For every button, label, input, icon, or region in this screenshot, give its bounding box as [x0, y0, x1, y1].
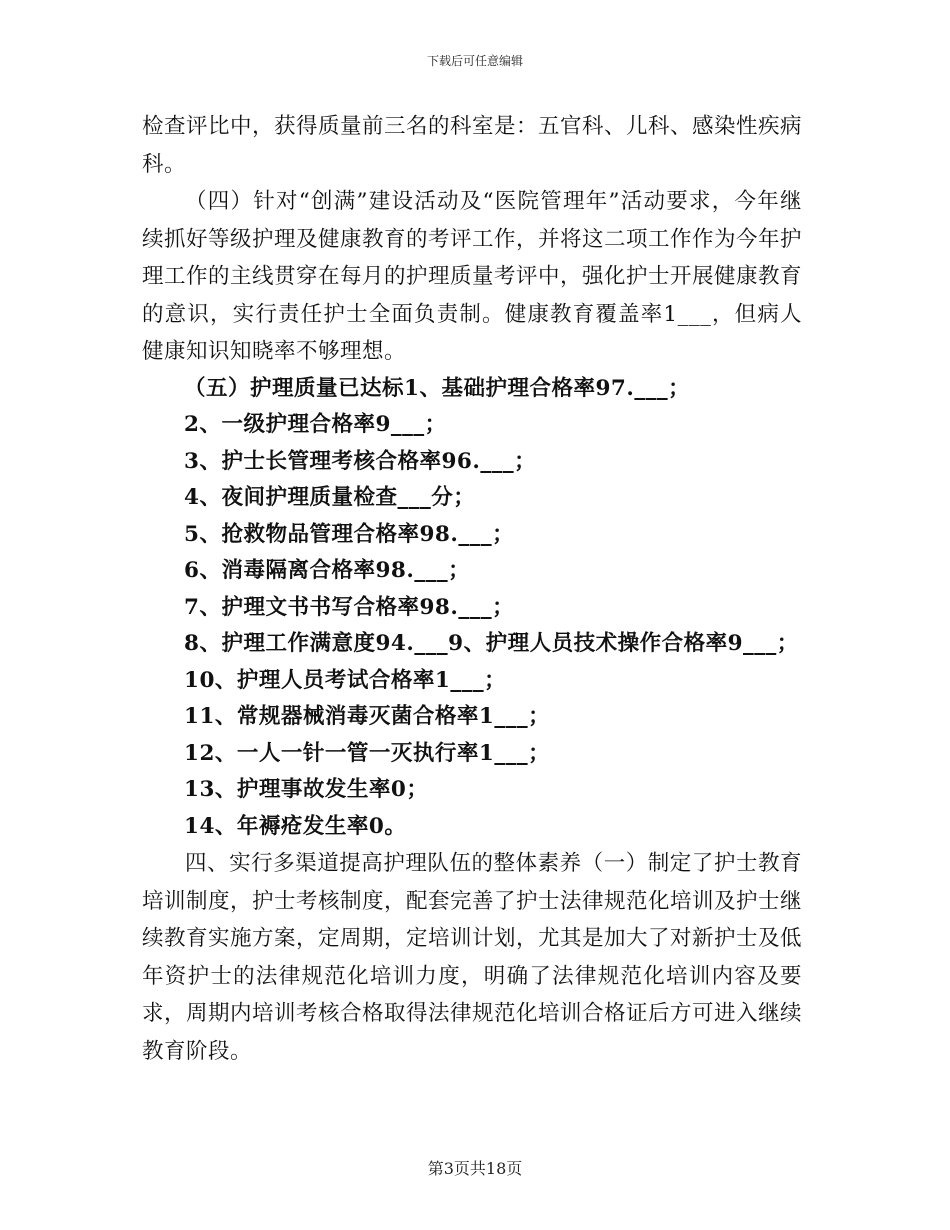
document-body	[142, 108, 802, 1070]
list-item: 4、夜间护理质量检查___分；	[184, 485, 476, 510]
list-item: 2、一级护理合格率9___；	[184, 412, 447, 437]
page-header: 下载后可任意编辑	[426, 54, 523, 68]
list-item: 8、护理工作满意度94.___9、护理人员技术操作合格率9___；	[184, 631, 799, 656]
list-item: 3、护士长管理考核合格率96.___；	[184, 448, 537, 474]
quality-standards-list	[142, 371, 802, 846]
list-item: 10、护理人员考试合格率1___；	[184, 667, 507, 693]
page-footer: 第3页共18页	[427, 1159, 523, 1178]
list-item: 5、抢救物品管理合格率98.___；	[184, 521, 515, 547]
list-item: 12、一人一针一管一灭执行率1___；	[184, 740, 551, 766]
list-item: 7、护理文书书写合格率98.___；	[184, 594, 515, 620]
list-item: （五）护理质量已达标1、基础护理合格率97.___；	[184, 375, 691, 401]
list-item: 14、年褥疮发生率0。	[184, 813, 407, 839]
list-item: 11、常规器械消毒灭菌合格率1___；	[184, 704, 551, 729]
paragraph-inspection-result: 检查评比中，获得质量前三名的科室是：五官科、儿科、感染性疾病科。	[142, 114, 803, 177]
list-item: 6、消毒隔离合格率98.___；	[184, 558, 471, 583]
paragraph-team-quality: 四、实行多渠道提高护理队伍的整体素养（一）制定了护士教育培训制度，护士考核制度，配套完善了护士法律规范化培训及护士继续教育实施方案，定周期，定培训计划，尤其是加大了对新护士及低年资护士的法律规范化培训力度，明确了法律规范化培训内容及要求，周期内培训考核合格取得法律规范化培训合格证后方可进入继续教育阶段。	[142, 851, 803, 1064]
paragraph-health-education: （四）针对“创满”建设活动及“医院管理年”活动要求，今年继续抓好等级护理及健康教育的考评工作，并将这二项工作作为今年护理工作的主线贯穿在每月的护理质量考评中，强化护士开展健康教育的意识，实行责任护士全面负责制。健康教育覆盖率1___，但病人健康知识知晓率不够理想。	[142, 189, 803, 364]
list-item: 13、护理事故发生率0；	[184, 777, 429, 802]
